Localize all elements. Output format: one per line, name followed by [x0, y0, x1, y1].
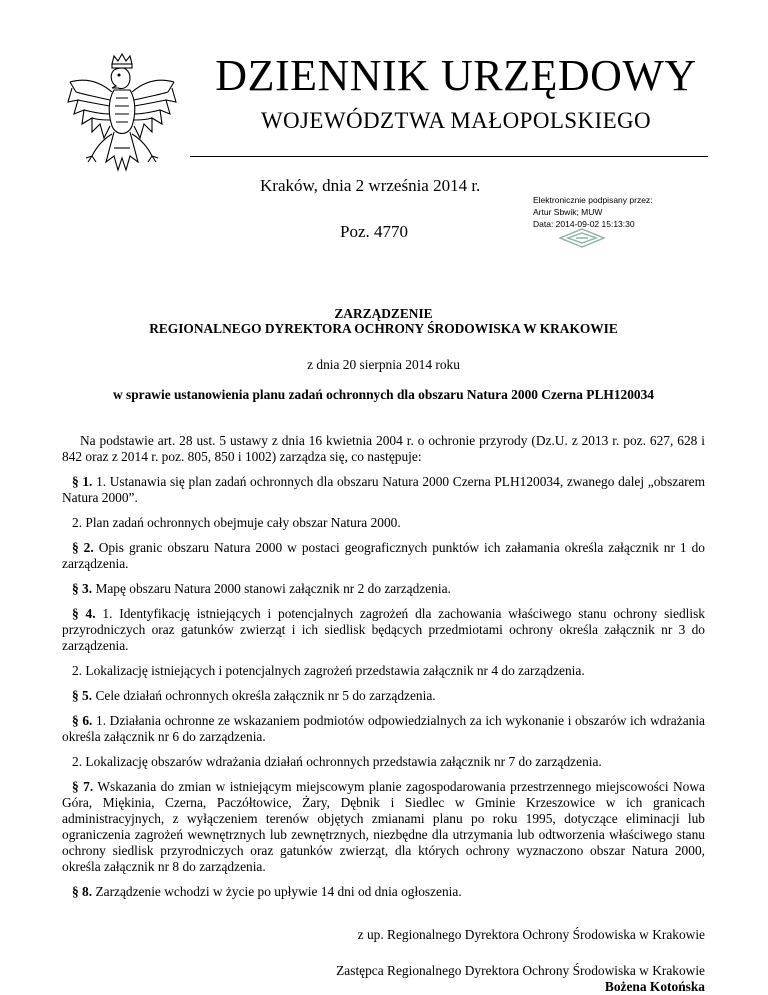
paragraph-text: 1. Działania ochronne ze wskazaniem podmiotów odpowiedzialnych za ich wykonanie i obszarów ich wdrażania określa załącznik nr 6 do zarządzenia.	[62, 713, 705, 744]
paragraph-mark: § 4.	[72, 606, 96, 621]
paragraph-text: Wskazania do zmian w istniejącym miejscowym planie zagospodarowania przestrzennego miejscowości Nowa Góra, Miękinia, Czerna, Paczółtowice, Żary, Dębnik i Siedlec w Gminie Krzeszowice w ich granicach administracyjnych, z wyłączeniem terenów objętych zmianami planu po roku 1995, dotyczące eliminacji lub ograniczenia zagrożeń wewnętrznych lub zewnętrznych, niezbędne dla utrzymania lub odtworzenia właściwego stanu ochrony siedlisk przyrodniczych oraz gatunków zwierząt, dla których ochrony wyznaczono obszar Natura 2000, określa załącznik nr 8 do zarządzenia.	[62, 779, 705, 874]
paragraph-text: 1. Ustanawia się plan zadań ochronnych dla obszaru Natura 2000 Czerna PLH120034, zwanego dalej „obszarem Natura 2000”.	[62, 474, 705, 505]
position-number: Poz. 4770	[340, 222, 408, 241]
journal-subtitle: WOJEWÓDZTWA MAŁOPOLSKIEGO	[260, 108, 652, 133]
paragraph-text: 1. Identyfikację istniejących i potencjalnych zagrożeń dla zachowania właściwego stanu ochrony siedlisk przyrodniczych oraz gatunków zwierząt i ich siedlisk będących przedmiotami ochrony określa załącznik nr 3 do zarządzenia.	[62, 606, 705, 653]
paragraph-text: Zarządzenie wchodzi w życie po upływie 14 dni od dnia ogłoszenia.	[92, 884, 462, 899]
paragraph-6-item-2	[62, 754, 705, 770]
document-subject: w sprawie ustanowienia planu zadań ochronnych dla obszaru Natura 2000 Czerna PLH120034	[112, 387, 654, 402]
paragraph-text: 2. Plan zadań ochronnych obejmuje cały obszar Natura 2000.	[72, 515, 401, 530]
paragraph-4-item-2	[62, 663, 705, 679]
header-divider	[190, 156, 708, 157]
document-date: z dnia 20 sierpnia 2014 roku	[307, 357, 460, 372]
paragraph-mark: § 2.	[72, 540, 94, 555]
journal-title: DZIENNIK URZĘDOWY	[215, 51, 697, 100]
document-issuer: REGIONALNEGO DYREKTORA OCHRONY ŚRODOWISKA W KRAKOWIE	[149, 321, 618, 336]
paragraph-mark: § 1.	[72, 474, 93, 489]
paragraph-8	[62, 884, 705, 900]
signature-label: Elektronicznie podpisany przez:	[533, 195, 653, 205]
paragraph-text: Opis granic obszaru Natura 2000 w postaci geograficznych punktów ich załamania określa załącznik nr 1 do zarządzenia.	[62, 540, 705, 571]
paragraph-7	[62, 779, 705, 875]
signatory-title: Zastępca Regionalnego Dyrektora Ochrony Środowiska w Krakowie	[336, 963, 705, 978]
eagle-emblem-icon	[62, 52, 182, 180]
paragraph-text: Mapę obszaru Natura 2000 stanowi załącznik nr 2 do zarządzenia.	[92, 581, 451, 596]
signature-authority: z up. Regionalnego Dyrektora Ochrony Środowiska w Krakowie	[357, 927, 705, 942]
paragraph-1-item-2	[62, 515, 705, 531]
legal-basis: Na podstawie art. 28 ust. 5 ustawy z dnia 16 kwietnia 2004 r. o ochronie przyrody (Dz.U. z 2013 r. poz. 627, 628 i 842 oraz z 2014 r. poz. 805, 850 i 1002) zarządza się, co następuje:	[62, 433, 705, 464]
paragraph-text: 2. Lokalizację obszarów wdrażania działań ochronnych przedstawia załącznik nr 7 do zarządzenia.	[72, 754, 602, 769]
signature-seal-icon	[556, 227, 608, 249]
paragraph-5	[62, 688, 705, 704]
electronic-signature-block	[533, 194, 713, 230]
paragraph-3	[62, 581, 705, 597]
signature-date: Data: 2014-09-02 15:13:30	[533, 219, 635, 229]
publication-date: Kraków, dnia 2 września 2014 r.	[260, 176, 481, 195]
paragraph-text: Cele działań ochronnych określa załącznik nr 5 do zarządzenia.	[92, 688, 436, 703]
paragraph-4	[62, 606, 705, 654]
paragraph-mark: § 8.	[72, 884, 93, 899]
paragraph-6	[62, 713, 705, 745]
document-body	[62, 306, 705, 995]
document-type: ZARZĄDZENIE	[334, 306, 433, 321]
paragraph-mark: § 5.	[72, 688, 93, 703]
paragraph-text: 2. Lokalizację istniejących i potencjalnych zagrożeń przedstawia załącznik nr 4 do zarządzenia.	[72, 663, 585, 678]
paragraph-mark: § 3.	[72, 581, 93, 596]
paragraph-2	[62, 540, 705, 572]
signature-signer: Artur Sbwik; MUW	[533, 207, 603, 217]
paragraph-mark: § 7.	[72, 779, 94, 794]
signatory-name: Bożena Kotońska	[604, 979, 705, 994]
paragraph-mark: § 6.	[72, 713, 93, 728]
paragraph-1	[62, 474, 705, 506]
